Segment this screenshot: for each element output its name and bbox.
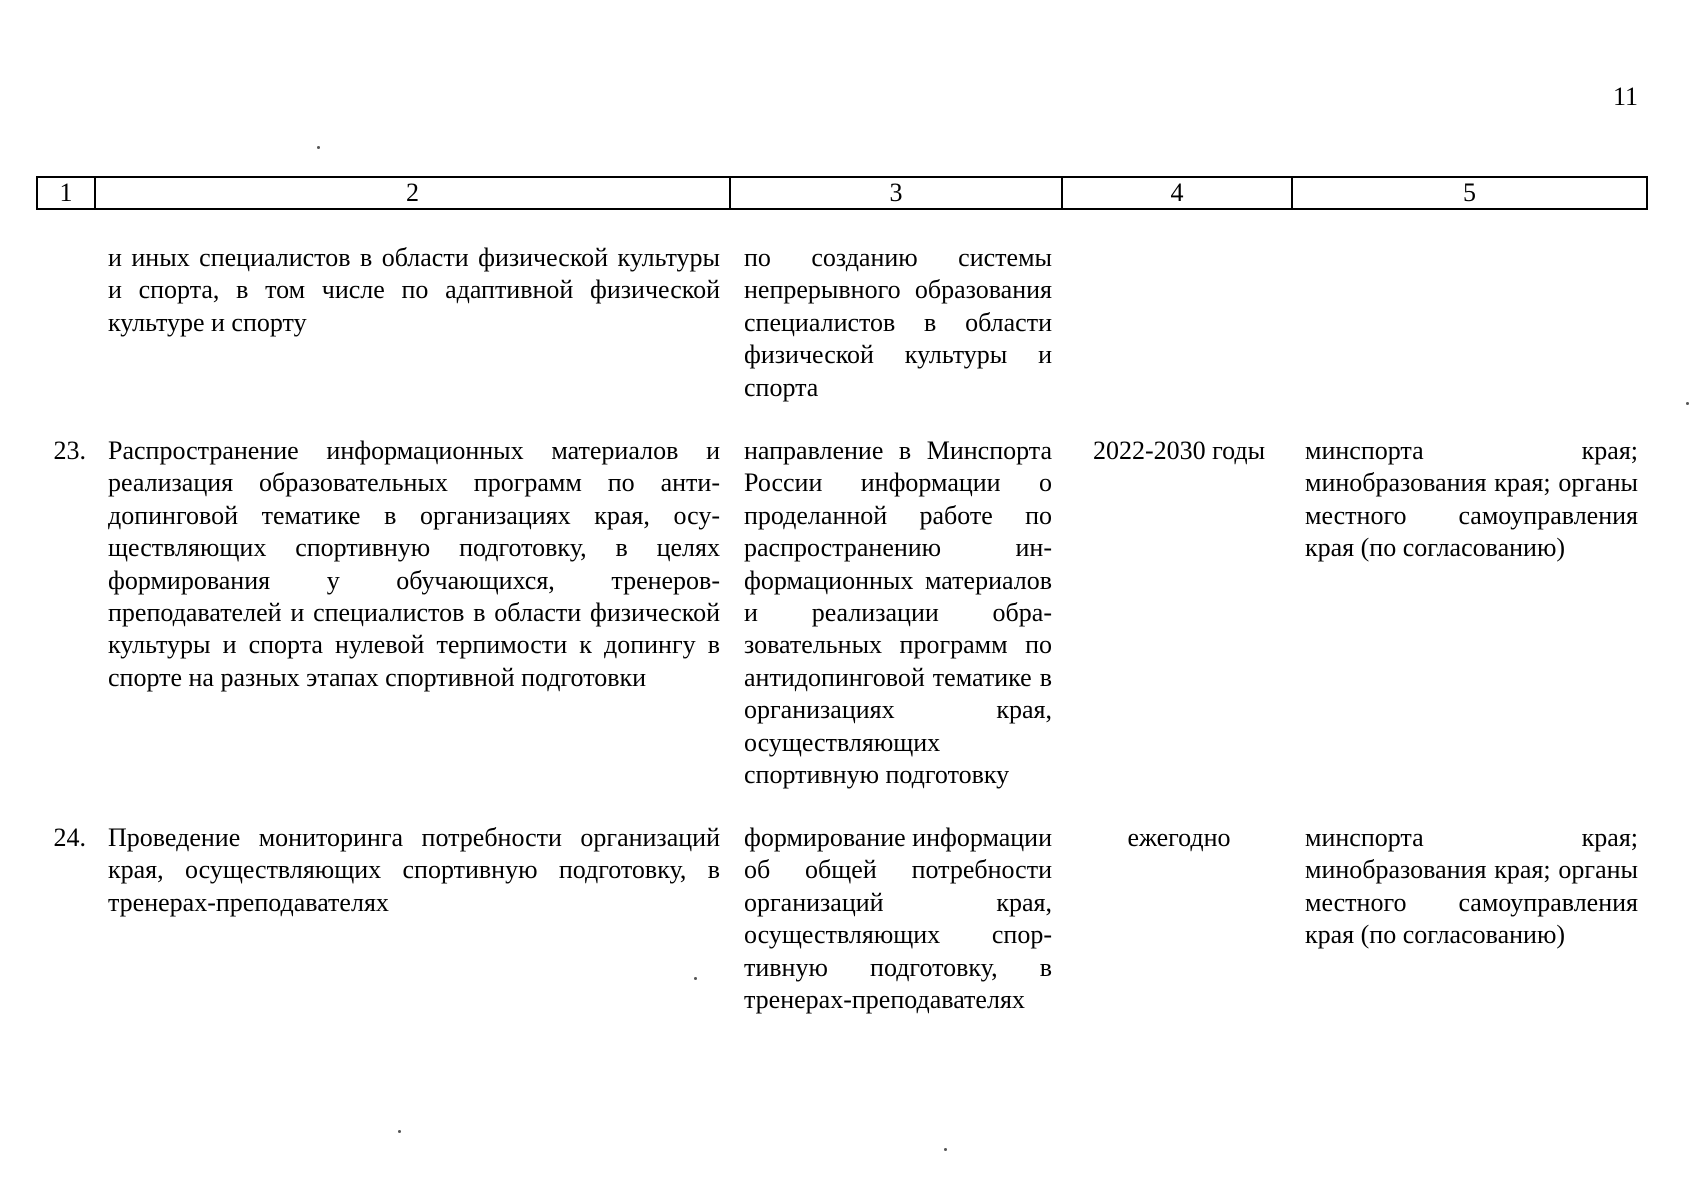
row-result: формирование информации об общей потребности организаций края, осуществляющих спортивную подготовку, в тренерах-преподавателях	[744, 823, 1053, 1015]
scan-speck	[398, 1130, 401, 1133]
row-period: ежегодно	[1127, 823, 1231, 852]
row-period: 2022-2030 годы	[1092, 436, 1266, 465]
row-result: направление в Минспорта России информации о проделанной работе по распространению информационных материалов и реализации образовательных программ по антидопинговой тематике в организациях края, осуществляющих спортивную подготовку	[744, 436, 1052, 790]
header-col-4: 4	[1062, 177, 1292, 209]
row-description: и иных специалистов в области физической культуры и спорта, в том числе по адаптивной физической культуре и спорту	[108, 243, 720, 337]
header-col-5: 5	[1292, 177, 1647, 209]
page-number: 11	[1612, 82, 1638, 111]
scan-speck	[317, 146, 320, 149]
row-number: 24.	[53, 823, 86, 852]
row-executors: минспорта края; минобразования края; органы местного самоуправления края (по согласованию)	[1305, 823, 1638, 950]
scan-speck	[694, 977, 697, 980]
row-result: по созданию системы непрерывного образования специалистов в области физической культуры и спорта	[744, 243, 1052, 402]
scan-speck	[944, 1148, 947, 1151]
header-col-3: 3	[730, 177, 1062, 209]
row-executors: минспорта края; минобразования края; органы местного самоуправления края (по согласованию)	[1305, 436, 1638, 563]
row-description: Проведение мониторинга потребности организаций края, осуществляющих спортивную подготовку, в тренерах-преподавателях	[108, 823, 720, 917]
column-number-header	[36, 176, 1648, 210]
row-number: 23.	[53, 436, 86, 465]
row-description: Распространение информационных материалов и реализация образовательных программ по антидопинговой тематике в организациях края, осуществляющих спортивную подготовку, в целях формирования у обучающихся, тренеров-преподавателей и специалистов в области физической культуры и спорта нулевой терпимости к допингу в спорте на разных этапах спортивной подготовки	[108, 436, 720, 692]
header-col-2: 2	[95, 177, 730, 209]
scan-speck	[1686, 402, 1689, 405]
header-col-1: 1	[37, 177, 95, 209]
